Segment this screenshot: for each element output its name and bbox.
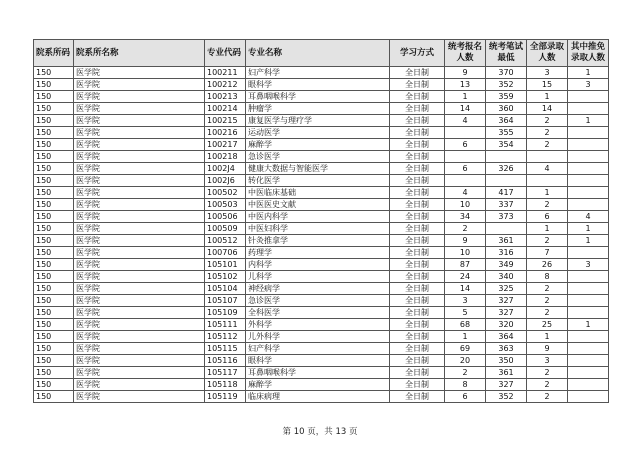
table-row xyxy=(34,211,609,223)
cell-applicants: 20 xyxy=(445,355,486,367)
table-row xyxy=(34,355,609,367)
table-row xyxy=(34,331,609,343)
cell-admitted: 2 xyxy=(527,115,568,127)
cell-dept-name: 医学院 xyxy=(74,163,205,175)
cell-admitted: 1 xyxy=(527,331,568,343)
table-header xyxy=(34,40,609,67)
cell-recommended: 4 xyxy=(568,211,609,223)
cell-recommended xyxy=(568,355,609,367)
cell-applicants: 10 xyxy=(445,199,486,211)
cell-major-code: 105109 xyxy=(205,307,246,319)
cell-admitted: 6 xyxy=(527,211,568,223)
cell-applicants: 4 xyxy=(445,187,486,199)
cell-min-score: 349 xyxy=(486,259,527,271)
cell-major-name: 眼科学 xyxy=(246,355,390,367)
table-row xyxy=(34,259,609,271)
cell-major-code: 105107 xyxy=(205,295,246,307)
cell-applicants: 68 xyxy=(445,319,486,331)
cell-applicants xyxy=(445,151,486,163)
cell-major-code: 100506 xyxy=(205,211,246,223)
cell-major-name: 急诊医学 xyxy=(246,151,390,163)
cell-applicants: 1 xyxy=(445,331,486,343)
cell-recommended xyxy=(568,307,609,319)
cell-min-score: 361 xyxy=(486,235,527,247)
cell-recommended xyxy=(568,391,609,403)
table-row xyxy=(34,199,609,211)
cell-major-name: 临床病理 xyxy=(246,391,390,403)
cell-dept-name: 医学院 xyxy=(74,271,205,283)
cell-dept-code: 150 xyxy=(34,391,74,403)
cell-major-code: 105111 xyxy=(205,319,246,331)
cell-major-code: 100212 xyxy=(205,79,246,91)
cell-applicants: 6 xyxy=(445,391,486,403)
page-footer: 第 10 页，共 13 页 xyxy=(282,427,358,437)
cell-recommended xyxy=(568,163,609,175)
cell-min-score: 327 xyxy=(486,295,527,307)
cell-dept-name: 医学院 xyxy=(74,103,205,115)
admissions-table xyxy=(33,39,609,403)
cell-major-code: 100216 xyxy=(205,127,246,139)
cell-min-score: 316 xyxy=(486,247,527,259)
cell-major-code: 105102 xyxy=(205,271,246,283)
cell-dept-name: 医学院 xyxy=(74,79,205,91)
cell-recommended xyxy=(568,127,609,139)
cell-dept-code: 150 xyxy=(34,79,74,91)
table-row xyxy=(34,139,609,151)
cell-recommended xyxy=(568,151,609,163)
cell-applicants: 3 xyxy=(445,295,486,307)
cell-major-code: 100503 xyxy=(205,199,246,211)
cell-major-code: 105117 xyxy=(205,367,246,379)
cell-min-score: 340 xyxy=(486,271,527,283)
cell-major-name: 妇产科学 xyxy=(246,343,390,355)
cell-dept-code: 150 xyxy=(34,319,74,331)
cell-major-name: 健康大数据与智能医学 xyxy=(246,163,390,175)
table-row xyxy=(34,319,609,331)
cell-admitted: 3 xyxy=(527,355,568,367)
cell-admitted: 2 xyxy=(527,139,568,151)
cell-major-name: 儿科学 xyxy=(246,271,390,283)
cell-dept-name: 医学院 xyxy=(74,115,205,127)
header-study-mode: 学习方式 xyxy=(390,40,445,67)
cell-min-score: 361 xyxy=(486,367,527,379)
cell-major-name: 麻醉学 xyxy=(246,379,390,391)
cell-dept-code: 150 xyxy=(34,127,74,139)
cell-study-mode: 全日制 xyxy=(390,331,445,343)
cell-min-score: 417 xyxy=(486,187,527,199)
cell-dept-code: 150 xyxy=(34,187,74,199)
cell-major-name: 眼科学 xyxy=(246,79,390,91)
cell-dept-code: 150 xyxy=(34,223,74,235)
cell-major-code: 100706 xyxy=(205,247,246,259)
table-row xyxy=(34,91,609,103)
cell-major-code: 100509 xyxy=(205,223,246,235)
cell-min-score xyxy=(486,151,527,163)
cell-study-mode: 全日制 xyxy=(390,343,445,355)
cell-major-name: 针灸推拿学 xyxy=(246,235,390,247)
cell-dept-code: 150 xyxy=(34,247,74,259)
cell-min-score xyxy=(486,175,527,187)
cell-major-name: 全科医学 xyxy=(246,307,390,319)
cell-admitted: 4 xyxy=(527,163,568,175)
cell-min-score: 337 xyxy=(486,199,527,211)
cell-dept-code: 150 xyxy=(34,379,74,391)
table-row xyxy=(34,343,609,355)
cell-dept-code: 150 xyxy=(34,175,74,187)
cell-dept-code: 150 xyxy=(34,235,74,247)
table-row xyxy=(34,379,609,391)
cell-study-mode: 全日制 xyxy=(390,127,445,139)
cell-dept-name: 医学院 xyxy=(74,235,205,247)
cell-min-score: 364 xyxy=(486,331,527,343)
cell-dept-name: 医学院 xyxy=(74,151,205,163)
cell-min-score: 325 xyxy=(486,283,527,295)
table-row xyxy=(34,223,609,235)
cell-major-name: 转化医学 xyxy=(246,175,390,187)
cell-major-name: 妇产科学 xyxy=(246,67,390,79)
cell-recommended xyxy=(568,331,609,343)
cell-applicants: 9 xyxy=(445,235,486,247)
cell-dept-name: 医学院 xyxy=(74,127,205,139)
cell-min-score: 352 xyxy=(486,79,527,91)
cell-major-name: 耳鼻咽喉科学 xyxy=(246,367,390,379)
table-row xyxy=(34,127,609,139)
cell-study-mode: 全日制 xyxy=(390,211,445,223)
table-row xyxy=(34,235,609,247)
cell-min-score: 320 xyxy=(486,319,527,331)
header-admitted: 全部录取人数 xyxy=(527,40,568,67)
header-recommended: 其中推免录取人数 xyxy=(568,40,609,67)
cell-study-mode: 全日制 xyxy=(390,115,445,127)
table-row xyxy=(34,115,609,127)
cell-min-score xyxy=(486,223,527,235)
cell-study-mode: 全日制 xyxy=(390,271,445,283)
cell-dept-name: 医学院 xyxy=(74,91,205,103)
cell-recommended xyxy=(568,367,609,379)
cell-applicants: 8 xyxy=(445,379,486,391)
cell-admitted: 2 xyxy=(527,295,568,307)
cell-study-mode: 全日制 xyxy=(390,91,445,103)
cell-study-mode: 全日制 xyxy=(390,307,445,319)
cell-study-mode: 全日制 xyxy=(390,79,445,91)
cell-recommended xyxy=(568,271,609,283)
cell-min-score: 350 xyxy=(486,355,527,367)
cell-dept-code: 150 xyxy=(34,355,74,367)
cell-dept-code: 150 xyxy=(34,259,74,271)
cell-recommended xyxy=(568,103,609,115)
cell-admitted: 2 xyxy=(527,235,568,247)
cell-major-name: 儿外科学 xyxy=(246,331,390,343)
cell-dept-code: 150 xyxy=(34,283,74,295)
cell-study-mode: 全日制 xyxy=(390,223,445,235)
cell-major-code: 105119 xyxy=(205,391,246,403)
cell-study-mode: 全日制 xyxy=(390,163,445,175)
cell-admitted: 1 xyxy=(527,187,568,199)
table-row xyxy=(34,307,609,319)
cell-min-score: 327 xyxy=(486,307,527,319)
cell-min-score: 354 xyxy=(486,139,527,151)
cell-study-mode: 全日制 xyxy=(390,355,445,367)
cell-dept-name: 医学院 xyxy=(74,187,205,199)
cell-admitted: 14 xyxy=(527,103,568,115)
cell-study-mode: 全日制 xyxy=(390,283,445,295)
cell-major-name: 运动医学 xyxy=(246,127,390,139)
cell-applicants: 87 xyxy=(445,259,486,271)
cell-dept-name: 医学院 xyxy=(74,283,205,295)
cell-recommended xyxy=(568,139,609,151)
table-row xyxy=(34,151,609,163)
cell-applicants: 13 xyxy=(445,79,486,91)
cell-major-name: 药理学 xyxy=(246,247,390,259)
cell-admitted: 3 xyxy=(527,67,568,79)
cell-study-mode: 全日制 xyxy=(390,319,445,331)
cell-major-code: 100213 xyxy=(205,91,246,103)
cell-admitted: 7 xyxy=(527,247,568,259)
cell-admitted: 9 xyxy=(527,343,568,355)
cell-admitted: 2 xyxy=(527,367,568,379)
cell-dept-code: 150 xyxy=(34,211,74,223)
cell-study-mode: 全日制 xyxy=(390,67,445,79)
table-row xyxy=(34,175,609,187)
cell-major-code: 100502 xyxy=(205,187,246,199)
cell-applicants: 14 xyxy=(445,283,486,295)
cell-major-code: 105112 xyxy=(205,331,246,343)
cell-study-mode: 全日制 xyxy=(390,295,445,307)
header-min-score: 统考笔试最低 xyxy=(486,40,527,67)
header-dept-code: 院系所码 xyxy=(34,40,74,67)
cell-admitted: 26 xyxy=(527,259,568,271)
cell-applicants: 6 xyxy=(445,163,486,175)
cell-dept-name: 医学院 xyxy=(74,175,205,187)
cell-major-name: 急诊医学 xyxy=(246,295,390,307)
cell-recommended xyxy=(568,247,609,259)
cell-major-name: 康复医学与理疗学 xyxy=(246,115,390,127)
cell-study-mode: 全日制 xyxy=(390,379,445,391)
cell-study-mode: 全日制 xyxy=(390,151,445,163)
cell-major-code: 105116 xyxy=(205,355,246,367)
cell-dept-code: 150 xyxy=(34,307,74,319)
cell-dept-code: 150 xyxy=(34,151,74,163)
cell-dept-name: 医学院 xyxy=(74,379,205,391)
header-dept-name: 院系所名称 xyxy=(74,40,205,67)
cell-study-mode: 全日制 xyxy=(390,187,445,199)
cell-major-code: 100217 xyxy=(205,139,246,151)
cell-study-mode: 全日制 xyxy=(390,103,445,115)
cell-major-code: 100512 xyxy=(205,235,246,247)
cell-study-mode: 全日制 xyxy=(390,139,445,151)
cell-min-score: 327 xyxy=(486,379,527,391)
cell-applicants: 5 xyxy=(445,307,486,319)
cell-dept-code: 150 xyxy=(34,163,74,175)
cell-min-score: 326 xyxy=(486,163,527,175)
cell-dept-name: 医学院 xyxy=(74,139,205,151)
cell-admitted: 15 xyxy=(527,79,568,91)
cell-dept-code: 150 xyxy=(34,103,74,115)
cell-recommended xyxy=(568,91,609,103)
cell-major-code: 100214 xyxy=(205,103,246,115)
cell-dept-name: 医学院 xyxy=(74,211,205,223)
cell-dept-code: 150 xyxy=(34,139,74,151)
cell-major-name: 肿瘤学 xyxy=(246,103,390,115)
cell-admitted xyxy=(527,175,568,187)
cell-applicants: 2 xyxy=(445,367,486,379)
cell-admitted: 1 xyxy=(527,223,568,235)
table-row xyxy=(34,271,609,283)
cell-recommended xyxy=(568,199,609,211)
cell-dept-code: 150 xyxy=(34,343,74,355)
cell-dept-code: 150 xyxy=(34,199,74,211)
cell-major-name: 内科学 xyxy=(246,259,390,271)
cell-recommended xyxy=(568,283,609,295)
cell-dept-code: 150 xyxy=(34,115,74,127)
cell-min-score: 359 xyxy=(486,91,527,103)
cell-recommended: 1 xyxy=(568,115,609,127)
cell-recommended: 3 xyxy=(568,259,609,271)
cell-recommended xyxy=(568,343,609,355)
cell-min-score: 370 xyxy=(486,67,527,79)
cell-min-score: 364 xyxy=(486,115,527,127)
cell-dept-name: 医学院 xyxy=(74,223,205,235)
cell-applicants xyxy=(445,175,486,187)
cell-dept-code: 150 xyxy=(34,367,74,379)
cell-applicants: 69 xyxy=(445,343,486,355)
cell-study-mode: 全日制 xyxy=(390,367,445,379)
cell-admitted: 2 xyxy=(527,127,568,139)
cell-min-score: 352 xyxy=(486,391,527,403)
cell-dept-name: 医学院 xyxy=(74,67,205,79)
cell-recommended: 1 xyxy=(568,67,609,79)
cell-dept-name: 医学院 xyxy=(74,355,205,367)
cell-major-code: 105104 xyxy=(205,283,246,295)
cell-major-code: 1002J6 xyxy=(205,175,246,187)
cell-admitted: 8 xyxy=(527,271,568,283)
table-body xyxy=(34,67,609,403)
cell-dept-name: 医学院 xyxy=(74,259,205,271)
header-applicants: 统考报名人数 xyxy=(445,40,486,67)
cell-admitted: 2 xyxy=(527,391,568,403)
table-row xyxy=(34,79,609,91)
table-row xyxy=(34,67,609,79)
cell-recommended xyxy=(568,379,609,391)
cell-dept-code: 150 xyxy=(34,331,74,343)
cell-min-score: 373 xyxy=(486,211,527,223)
cell-study-mode: 全日制 xyxy=(390,247,445,259)
cell-major-code: 1002J4 xyxy=(205,163,246,175)
cell-study-mode: 全日制 xyxy=(390,391,445,403)
cell-recommended xyxy=(568,187,609,199)
cell-recommended: 1 xyxy=(568,319,609,331)
cell-applicants: 4 xyxy=(445,115,486,127)
cell-min-score: 360 xyxy=(486,103,527,115)
cell-major-name: 麻醉学 xyxy=(246,139,390,151)
table-row xyxy=(34,295,609,307)
cell-admitted: 2 xyxy=(527,379,568,391)
table-row xyxy=(34,367,609,379)
table-row xyxy=(34,103,609,115)
cell-study-mode: 全日制 xyxy=(390,235,445,247)
cell-dept-code: 150 xyxy=(34,271,74,283)
cell-dept-name: 医学院 xyxy=(74,319,205,331)
cell-major-name: 中医内科学 xyxy=(246,211,390,223)
cell-min-score: 355 xyxy=(486,127,527,139)
cell-admitted: 25 xyxy=(527,319,568,331)
header-major-name: 专业名称 xyxy=(246,40,390,67)
cell-admitted: 1 xyxy=(527,91,568,103)
cell-dept-name: 医学院 xyxy=(74,391,205,403)
cell-major-code: 100211 xyxy=(205,67,246,79)
cell-study-mode: 全日制 xyxy=(390,199,445,211)
cell-applicants: 14 xyxy=(445,103,486,115)
cell-admitted: 2 xyxy=(527,307,568,319)
cell-admitted: 2 xyxy=(527,199,568,211)
cell-major-code: 100218 xyxy=(205,151,246,163)
table-row xyxy=(34,247,609,259)
cell-recommended: 3 xyxy=(568,79,609,91)
cell-dept-name: 医学院 xyxy=(74,367,205,379)
cell-dept-name: 医学院 xyxy=(74,307,205,319)
cell-dept-code: 150 xyxy=(34,91,74,103)
cell-applicants: 24 xyxy=(445,271,486,283)
cell-major-name: 耳鼻咽喉科学 xyxy=(246,91,390,103)
cell-admitted xyxy=(527,151,568,163)
table-row xyxy=(34,163,609,175)
cell-major-name: 中医妇科学 xyxy=(246,223,390,235)
cell-dept-name: 医学院 xyxy=(74,343,205,355)
cell-major-code: 105115 xyxy=(205,343,246,355)
cell-major-code: 105118 xyxy=(205,379,246,391)
header-row xyxy=(34,40,609,67)
cell-min-score: 363 xyxy=(486,343,527,355)
cell-dept-name: 医学院 xyxy=(74,331,205,343)
cell-admitted: 2 xyxy=(527,283,568,295)
cell-dept-name: 医学院 xyxy=(74,295,205,307)
cell-study-mode: 全日制 xyxy=(390,259,445,271)
table-row xyxy=(34,187,609,199)
header-major-code: 专业代码 xyxy=(205,40,246,67)
cell-recommended xyxy=(568,175,609,187)
cell-dept-name: 医学院 xyxy=(74,247,205,259)
cell-major-name: 中医临床基础 xyxy=(246,187,390,199)
cell-major-name: 外科学 xyxy=(246,319,390,331)
cell-major-name: 神经病学 xyxy=(246,283,390,295)
table-row xyxy=(34,283,609,295)
cell-recommended: 1 xyxy=(568,223,609,235)
cell-applicants: 9 xyxy=(445,67,486,79)
cell-major-code: 100215 xyxy=(205,115,246,127)
cell-recommended xyxy=(568,295,609,307)
cell-study-mode: 全日制 xyxy=(390,175,445,187)
table-row xyxy=(34,391,609,403)
cell-applicants: 10 xyxy=(445,247,486,259)
cell-dept-code: 150 xyxy=(34,295,74,307)
cell-major-name: 中医医史文献 xyxy=(246,199,390,211)
cell-applicants: 2 xyxy=(445,223,486,235)
cell-recommended: 1 xyxy=(568,235,609,247)
cell-major-code: 105101 xyxy=(205,259,246,271)
cell-dept-name: 医学院 xyxy=(74,199,205,211)
cell-dept-code: 150 xyxy=(34,67,74,79)
cell-applicants: 6 xyxy=(445,139,486,151)
cell-applicants xyxy=(445,127,486,139)
cell-applicants: 34 xyxy=(445,211,486,223)
cell-applicants: 1 xyxy=(445,91,486,103)
